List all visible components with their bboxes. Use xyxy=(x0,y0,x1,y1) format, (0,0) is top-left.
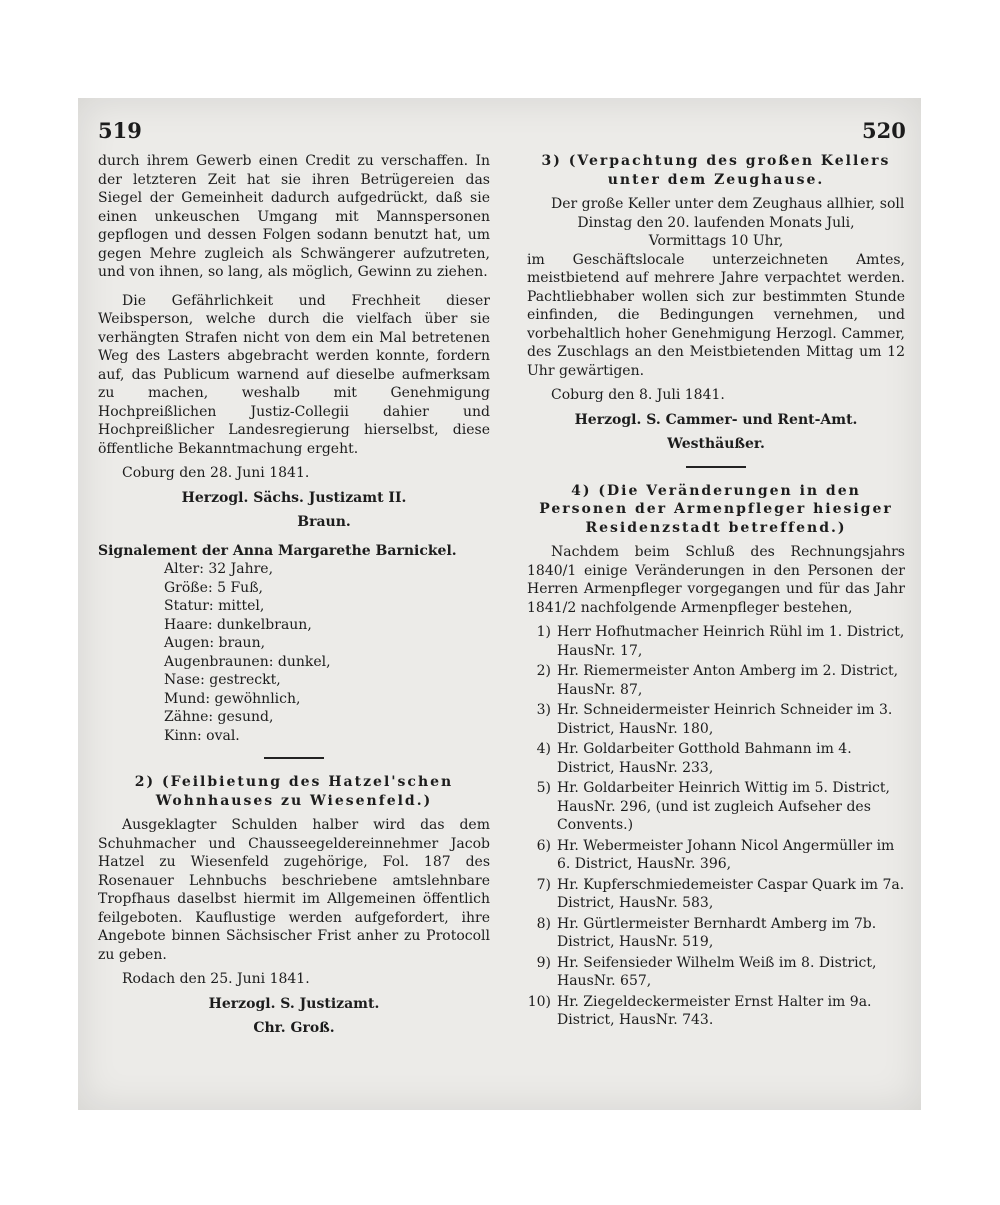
list-item-number: 3) xyxy=(536,702,551,718)
divider xyxy=(686,466,746,468)
signalement-line: Augenbraunen: dunkel, xyxy=(164,653,331,670)
right-column xyxy=(527,152,905,1032)
notice-heading: 3) (Verpachtung des großen Kellers unter dem Zeughause. xyxy=(541,153,891,188)
list-item-text: Hr. Webermeister Johann Nicol Angermüller im 6. District, HausNr. 396, xyxy=(557,837,895,872)
list-item xyxy=(527,740,905,777)
list-item-text: Hr. Schneidermeister Heinrich Schneider im 3. District, HausNr. 180, xyxy=(557,702,893,737)
page-number-right: 520 xyxy=(862,118,906,143)
list-item-text: Herr Hofhutmacher Heinrich Rühl im 1. District, HausNr. 17, xyxy=(557,624,905,659)
notice-text: im Geschäftslocale unterzeichneten Amtes, meistbietend auf mehrere Jahre verpachtet werden. Pachtliebhaber wollen sich zur bestimmten Stunde einfinden, die Bedingungen vernehmen, und vorbehaltlich hoher Genehmigung Herzogl. Cammer, des Zuschlags an den Meistbietenden Mittag um 12 Uhr gewärtigen. xyxy=(527,251,905,379)
notice-heading: 2) (Feilbietung des Hatzel'schen Wohnhauses zu Wiesenfeld.) xyxy=(134,774,454,809)
signalement-list xyxy=(98,560,490,745)
list-item xyxy=(527,876,905,913)
list-item xyxy=(527,701,905,738)
list-item xyxy=(527,993,905,1030)
list-item-number: 1) xyxy=(536,624,551,640)
signalement-line: Statur: mittel, xyxy=(164,598,265,614)
list-item-text: Hr. Gürtlermeister Bernhardt Amberg im 7b. District, HausNr. 519, xyxy=(557,915,877,950)
place-date: Coburg den 28. Juni 1841. xyxy=(122,465,310,481)
signer: Braun. xyxy=(297,514,351,530)
list-item-number: 2) xyxy=(536,663,551,679)
notice-time: Vormittags 10 Uhr, xyxy=(648,233,784,249)
authority: Herzogl. S. Justizamt. xyxy=(208,995,380,1012)
list-item-number: 9) xyxy=(536,954,551,971)
list-item-number: 7) xyxy=(536,876,551,893)
list-item xyxy=(527,915,905,952)
signer: Westhäußer. xyxy=(667,436,765,452)
notice-text: Nachdem beim Schluß des Rechnungsjahrs 1840/1 einige Veränderungen in den Personen der Herren Armenpfleger vorgegangen und für das Jahr 1841/2 nachfolgende Armenpfleger bestehen, xyxy=(527,544,905,616)
signalement-line: Nase: gestreckt, xyxy=(164,672,281,688)
divider xyxy=(264,757,324,759)
authority: Herzogl. Sächs. Justizamt II. xyxy=(181,489,407,506)
armenpfleger-list xyxy=(527,623,905,1030)
signalement-line: Größe: 5 Fuß, xyxy=(164,579,263,596)
paragraph: Die Gefährlichkeit und Frechheit dieser Weibsperson, welche durch die vielfach über sie verhängten Strafen nicht von dem ein Mal betretenen Weg des Lasters abgebracht werden konnte, fordern auf, das Publicum warnend auf dieselbe aufmerksam zu machen, weshalb mit Genehmigung Hochpreißlichen Justiz-Collegii dahier und Hochpreißlicher Landesregierung hierselbst, diese öffentliche Bekanntmachung ergeht. xyxy=(98,292,490,457)
signalement-line: Haare: dunkelbraun, xyxy=(164,616,312,633)
signalement-line: Augen: braun, xyxy=(164,635,266,651)
list-item-number: 4) xyxy=(536,741,551,757)
signalement-line: Kinn: oval. xyxy=(164,727,240,744)
notice-text: Ausgeklagter Schulden halber wird das dem Schuhmacher und Chausseegeldereinnehmer Jacob Hatzel zu Wiesenfeld zugehörige, Fol. 187 des Rosenauer Lehnbuchs beschriebene amtslehnbare Tropfhaus daselbst hiermit im Allgemeinen öffentlich feilgeboten. Kauflustige werden aufgefordert, ihre Angebote binnen Sächsischer Frist anher zu Protocoll zu geben. xyxy=(98,817,490,963)
signalement-line: Zähne: gesund, xyxy=(164,709,274,725)
list-item-number: 10) xyxy=(527,993,551,1010)
page-number-left: 519 xyxy=(98,118,142,143)
list-item-text: Hr. Goldarbeiter Heinrich Wittig im 5. District, HausNr. 296, (und ist zugleich Aufseher des Convents.) xyxy=(557,780,890,833)
list-item-text: Hr. Ziegeldeckermeister Ernst Halter im 9a. District, HausNr. 743. xyxy=(557,993,872,1028)
place-date: Rodach den 25. Juni 1841. xyxy=(122,971,310,987)
paragraph: durch ihrem Gewerb einen Credit zu verschaffen. In der letzteren Zeit hat sie ihren Betrügereien das Siegel der Gemeinheit dadurch aufgedrückt, daß sie einen unkeuschen Umgang mit Mannspersonen gepflogen und dessen Folgen sodann benutzt hat, um gegen Mehre zugleich als Schwängerer aufzutreten, und von ihnen, so lang, als möglich, Gewinn zu ziehen. xyxy=(98,153,490,280)
list-item-number: 6) xyxy=(536,837,551,854)
list-item-text: Hr. Seifensieder Wilhelm Weiß im 8. District, HausNr. 657, xyxy=(557,954,877,989)
list-item-number: 8) xyxy=(536,915,551,932)
list-item-number: 5) xyxy=(536,780,551,796)
list-item xyxy=(527,623,905,660)
list-item-text: Hr. Goldarbeiter Gotthold Bahmann im 4. District, HausNr. 233, xyxy=(557,741,852,776)
signalement-line: Alter: 32 Jahre, xyxy=(164,561,274,577)
signalement-line: Mund: gewöhnlich, xyxy=(164,690,301,707)
signalement-title: Signalement der Anna Margarethe Barnickel. xyxy=(98,542,457,559)
notice-date: Dinstag den 20. laufenden Monats Juli, xyxy=(577,214,855,231)
list-item-text: Hr. Kupferschmiedemeister Caspar Quark im 7a. District, HausNr. 583, xyxy=(557,876,905,911)
notice-text: Der große Keller unter dem Zeughaus allhier, soll xyxy=(551,196,905,212)
list-item xyxy=(527,837,905,874)
place-date: Coburg den 8. Juli 1841. xyxy=(551,387,725,403)
list-item xyxy=(527,779,905,835)
signer: Chr. Groß. xyxy=(253,1020,335,1036)
list-item-text: Hr. Riemermeister Anton Amberg im 2. District, HausNr. 87, xyxy=(557,663,899,698)
left-column xyxy=(98,152,490,1038)
list-item xyxy=(527,662,905,699)
authority: Herzogl. S. Cammer- und Rent-Amt. xyxy=(574,411,858,428)
notice-heading: 4) (Die Veränderungen in den Personen der Armenpfleger hiesiger Residenzstadt betreffend.) xyxy=(539,482,893,536)
list-item xyxy=(527,954,905,991)
